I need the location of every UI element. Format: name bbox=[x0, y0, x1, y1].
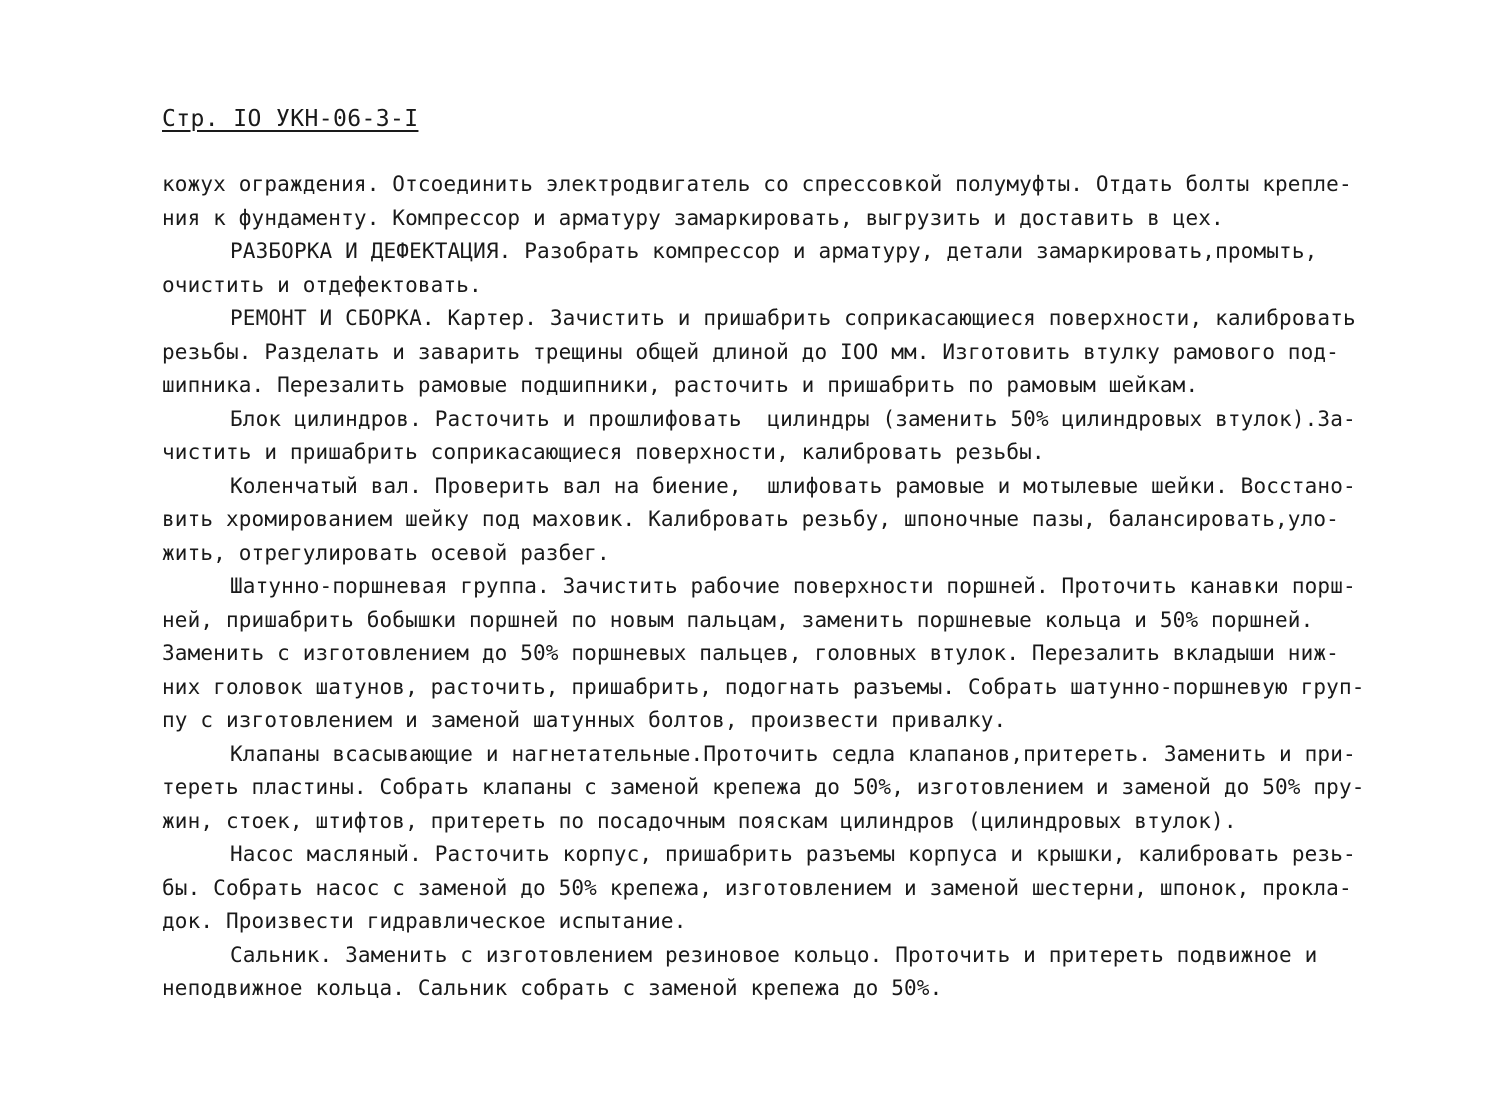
text-line: чистить и пришабрить соприкасающиеся поверхности, калибровать резьбы. bbox=[162, 440, 1045, 464]
text-line: ния к фундаменту. Компрессор и арматуру замаркировать, выгрузить и доставить в цех. bbox=[162, 205, 1224, 230]
text-line: шипника. Перезалить рамовые подшипники, расточить и пришабрить по рамовым шейкам. bbox=[162, 373, 1199, 397]
text-line: резьбы. Разделать и заварить трещины общей длиной до IOO мм. Изготовить втулку рамового под- bbox=[162, 339, 1339, 364]
text-line: неподвижное кольца. Сальник собрать с заменой крепежа до 50%. bbox=[162, 976, 943, 1000]
text-line: Блок цилиндров. Расточить и прошлифовать цилиндры (заменить 50% цилиндровых втулок).За- bbox=[230, 406, 1356, 431]
text-line: них головок шатунов, расточить, пришабрить, подогнать разъемы. Собрать шатунно-поршневую груп- bbox=[162, 674, 1365, 699]
text-line: жить, отрегулировать осевой разбег. bbox=[162, 540, 610, 565]
text-line: вить хромированием шейку под маховик. Калибровать резьбу, шпоночные пазы, балансировать,уло- bbox=[162, 507, 1339, 531]
page-header: Стр. IO УКН-06-3-I bbox=[162, 106, 419, 132]
document-body bbox=[162, 168, 1442, 1006]
text-line: док. Произвести гидравлическое испытание. bbox=[162, 909, 687, 933]
text-line: тереть пластины. Собрать клапаны с заменой крепежа до 50%, изготовлением и заменой до 50% пру- bbox=[162, 775, 1365, 799]
text-line: Шатунно-поршневая группа. Зачистить рабочие поверхности поршней. Проточить канавки порш- bbox=[230, 574, 1356, 598]
text-line: Насос масляный. Расточить корпус, пришабрить разъемы корпуса и крышки, калибровать резь- bbox=[230, 842, 1356, 866]
text-line: кожух ограждения. Отсоединить электродвигатель со спрессовкой полумуфты. Отдать болты крепле- bbox=[162, 172, 1352, 196]
text-line: Сальник. Заменить с изготовлением резиновое кольцо. Проточить и притереть подвижное и bbox=[230, 942, 1318, 967]
text-line: бы. Собрать насос с заменой до 50% крепежа, изготовлением и заменой шестерни, шпонок, прокла- bbox=[162, 875, 1352, 900]
text-line: очистить и отдефектовать. bbox=[162, 272, 482, 297]
text-line: пу с изготовлением и заменой шатунных болтов, произвести привалку. bbox=[162, 708, 1007, 732]
text-line: жин, стоек, штифтов, притереть по посадочным пояскам цилиндров (цилиндровых втулок). bbox=[162, 808, 1237, 833]
text-line: РЕМОНТ И СБОРКА. Картер. Зачистить и пришабрить соприкасающиеся поверхности, калибровать bbox=[230, 306, 1356, 330]
text-line: ней, пришабрить бобышки поршней по новым пальцам, заменить поршневые кольца и 50% поршней. bbox=[162, 607, 1314, 632]
text-line: Заменить с изготовлением до 50% поршневых пальцев, головных втулок. Перезалить вкладыши ниж- bbox=[162, 641, 1339, 665]
text-line: Коленчатый вал. Проверить вал на биение, шлифовать рамовые и мотылевые шейки. Восстано- bbox=[230, 473, 1356, 498]
text-line: Клапаны всасывающие и нагнетательные.Проточить седла клапанов,притереть. Заменить и при- bbox=[230, 741, 1356, 766]
text-line: РАЗБОРКА И ДЕФЕКТАЦИЯ. Разобрать компрессор и арматуру, детали замаркировать,промыть, bbox=[230, 239, 1318, 263]
